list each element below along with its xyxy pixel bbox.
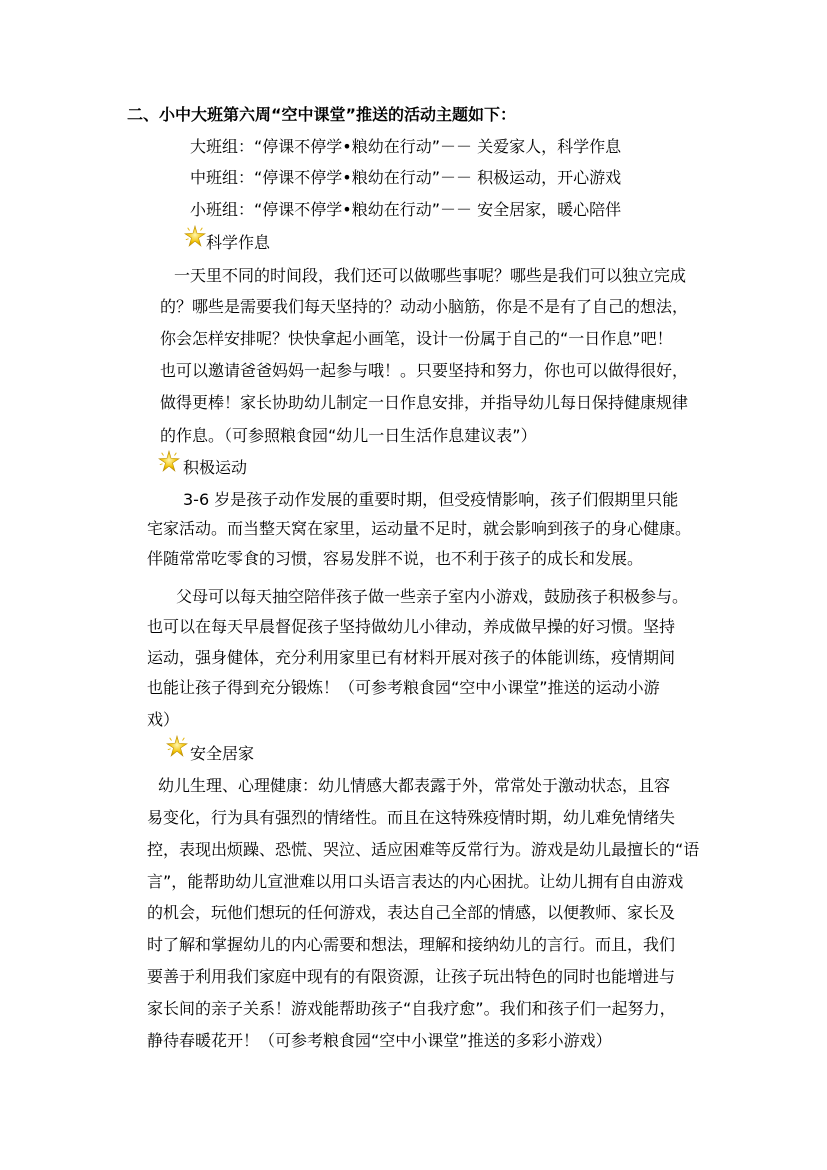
paragraph-line: 3-6 岁是孩子动作发展的重要时期，但受疫情影响，孩子们假期里只能 [183,490,679,509]
paragraph-line: 控，表现出烦躁、恐慌、哭泣、适应困难等反常行为。游戏是幼儿最擅长的“语 [147,840,700,859]
paragraph-line: 你会怎样安排呢？快快拿起小画笔，设计一份属于自己的“一日作息”吧！ [160,329,673,348]
section-title-schedule: 科学作息 [206,233,271,252]
paragraph-line: 静待春暖花开！（可参考粮食园“空中小课堂”推送的多彩小游戏） [147,1031,612,1050]
paragraph-line: 言”，能帮助幼儿宣泄难以用口头语言表达的内心困扰。让幼儿拥有自由游戏 [147,872,684,891]
section-title-safety: 安全居家 [190,744,255,763]
group-line-large: 大班组：“停课不停学•粮幼在行动”－－ 关爱家人，科学作息 [190,137,622,156]
paragraph-line: 做得更棒！家长协助幼儿制定一日作息安排，并指导幼儿每日保持健康规律 [160,393,689,412]
star-icon [158,450,180,472]
paragraph-line: 一天里不同的时间段，我们还可以做哪些事呢？哪些是我们可以独立完成 [174,266,687,285]
paragraph-line: 的？哪些是需要我们每天坚持的？动动小脑筋，你是不是有了自己的想法， [160,297,689,316]
paragraph-line: 戏） [147,710,180,729]
paragraph-line: 幼儿生理、心理健康：幼儿情感大都表露于外，常常处于激动状态，且容 [158,776,671,795]
paragraph-line: 也可以在每天早晨督促孩子坚持做幼儿小律动，养成做早操的好习惯。坚持 [147,617,676,636]
paragraph-line: 也可以邀请爸爸妈妈一起参与哦！。只要坚持和努力，你也可以做得很好， [160,361,689,380]
page-heading: 二、小中大班第六周“空中课堂”推送的活动主题如下： [127,105,517,124]
paragraph-line: 也能让孩子得到充分锻炼！（可参考粮食园“空中小课堂”推送的运动小游 [147,678,660,697]
paragraph-line: 父母可以每天抽空陪伴孩子做一些亲子室内小游戏，鼓励孩子积极参与。 [176,587,689,606]
group-line-small: 小班组：“停课不停学•粮幼在行动”－－ 安全居家，暖心陪伴 [190,200,622,219]
paragraph-line: 宅家活动。而当整天窝在家里，运动量不足时，就会影响到孩子的身心健康。 [147,519,692,538]
paragraph-line: 运动，强身健体，充分利用家里已有材料开展对孩子的体能训练，疫情期间 [147,648,676,667]
paragraph-line: 时了解和掌握幼儿的内心需要和想法，理解和接纳幼儿的言行。而且，我们 [147,935,676,954]
star-icon [166,735,188,757]
paragraph-line: 易变化，行为具有强烈的情绪性。而且在这特殊疫情时期，幼儿难免情绪失 [147,808,676,827]
paragraph-line: 要善于利用我们家庭中现有的有限资源，让孩子玩出特色的同时也能增进与 [147,967,676,986]
paragraph-line: 家长间的亲子关系！游戏能帮助孩子“自我疗愈”。我们和孩子们一起努力， [147,999,676,1018]
paragraph-line: 的作息。（可参照粮食园“幼儿一日生活作息建议表”） [160,426,537,445]
paragraph-line: 的机会，玩他们想玩的任何游戏，表达自己全部的情感，以便教师、家长及 [147,903,676,922]
group-line-middle: 中班组：“停课不停学•粮幼在行动”－－ 积极运动，开心游戏 [190,168,622,187]
star-icon [184,225,206,247]
section-title-exercise: 积极运动 [183,458,248,477]
paragraph-line: 伴随常常吃零食的习惯，容易发胖不说，也不利于孩子的成长和发展。 [147,549,644,568]
